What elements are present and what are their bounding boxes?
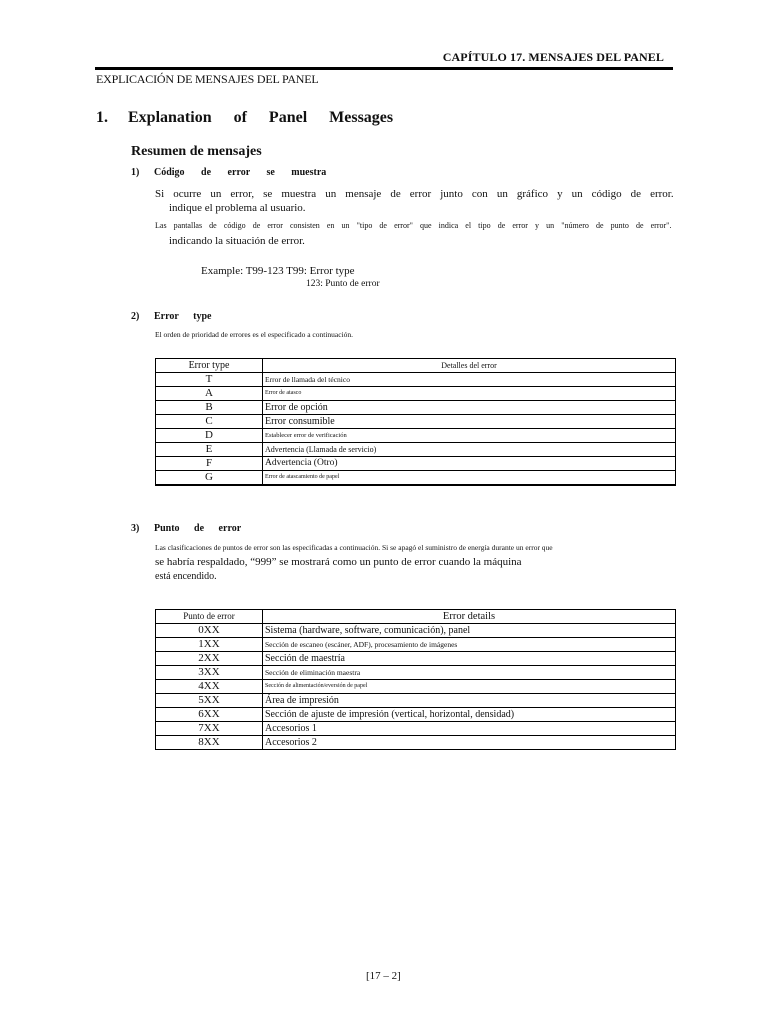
error-detail: Error de opción <box>263 401 676 415</box>
error-code: T <box>156 373 263 387</box>
point-detail: Sección de alimentación/eversión de papel <box>263 680 676 694</box>
error-code: D <box>156 429 263 443</box>
error-code: B <box>156 401 263 415</box>
error-detail: Error de atascamiento de papel <box>263 471 676 486</box>
table-row <box>156 415 676 429</box>
table-row <box>156 722 676 736</box>
point-detail: Sección de escaneo (escáner, ADF), procesamiento de imágenes <box>263 638 676 652</box>
table-row <box>156 638 676 652</box>
table-row <box>156 471 676 486</box>
error-point-header: Punto de error <box>156 610 263 624</box>
part1-line2: indique el problema al usuario. <box>169 202 306 214</box>
error-detail-header: Detalles del error <box>263 359 676 373</box>
point-code: 5XX <box>156 694 263 708</box>
part2-heading-text: Error type <box>154 311 212 322</box>
error-code: F <box>156 457 263 471</box>
table-row <box>156 401 676 415</box>
point-code: 7XX <box>156 722 263 736</box>
title-word-2: of <box>233 109 247 126</box>
point-code: 2XX <box>156 652 263 666</box>
point-detail: Sección de maestría <box>263 652 676 666</box>
table-row <box>156 457 676 471</box>
error-type-table <box>155 358 676 486</box>
page-title <box>96 109 393 127</box>
error-detail: Advertencia (Otro) <box>263 457 676 471</box>
error-type-header: Error type <box>156 359 263 373</box>
error-point-table <box>155 609 676 750</box>
error-code: A <box>156 387 263 401</box>
part2-description: El orden de prioridad de errores es el especificado a continuación. <box>155 330 354 339</box>
summary-heading: Resumen de mensajes <box>131 144 262 159</box>
part1-line1: Si ocurre un error, se muestra un mensaje de error junto con un gráfico y un código de error. <box>155 188 674 200</box>
error-detail: Error de atasco <box>263 387 676 401</box>
table-row <box>156 680 676 694</box>
part1-line3: Las pantallas de código de error consisten en un "tipo de error" que indica el tipo de error y un "número de punto de error". <box>155 221 672 230</box>
table-header-row <box>156 610 676 624</box>
title-number: 1. <box>96 109 108 126</box>
part3-desc-line2: se habría respaldado, “999” se mostrará como un punto de error cuando la máquina <box>155 556 522 568</box>
header-rule <box>95 67 673 70</box>
point-detail: Accesorios 2 <box>263 736 676 750</box>
table-row <box>156 373 676 387</box>
chapter-title: CAPÍTULO 17. MENSAJES DEL PANEL <box>442 50 664 64</box>
part1-heading-text: Código de error se muestra <box>154 167 327 178</box>
table-row <box>156 736 676 750</box>
error-detail: Advertencia (Llamada de servicio) <box>263 443 676 457</box>
table-row <box>156 708 676 722</box>
example-line2: 123: Punto de error <box>306 279 380 289</box>
error-detail: Establecer error de verificación <box>263 429 676 443</box>
section-title: EXPLICACIÓN DE MENSAJES DEL PANEL <box>96 72 319 86</box>
part3-desc-line1: Las clasificaciones de puntos de error son las especificadas a continuación. Si se apagó el suministro de energía durante un error que <box>155 543 553 552</box>
title-word-3: Panel <box>268 109 308 126</box>
part3-number: 3) <box>131 523 140 534</box>
point-code: 0XX <box>156 624 263 638</box>
table-row <box>156 443 676 457</box>
example-line1: Example: T99-123 T99: Error type <box>201 265 355 277</box>
point-detail: Sistema (hardware, software, comunicación), panel <box>263 624 676 638</box>
table-row <box>156 387 676 401</box>
page-number: [17 – 2] <box>366 970 401 982</box>
error-detail: Error de llamada del técnico <box>263 373 676 387</box>
title-word-4: Messages <box>329 109 394 126</box>
point-detail: Sección de ajuste de impresión (vertical, horizontal, densidad) <box>263 708 676 722</box>
point-code: 1XX <box>156 638 263 652</box>
point-code: 8XX <box>156 736 263 750</box>
point-detail: Accesorios 1 <box>263 722 676 736</box>
error-code: E <box>156 443 263 457</box>
table-row <box>156 652 676 666</box>
table-header-row <box>156 359 676 373</box>
error-code: G <box>156 471 263 486</box>
title-word-1: Explanation <box>128 109 212 126</box>
error-detail: Error consumible <box>263 415 676 429</box>
error-details-header: Error details <box>263 610 676 624</box>
part1-line4: indicando la situación de error. <box>169 235 305 247</box>
part1-heading <box>131 167 326 178</box>
part2-heading <box>131 311 211 322</box>
point-code: 4XX <box>156 680 263 694</box>
point-code: 6XX <box>156 708 263 722</box>
point-detail: Sección de eliminación maestra <box>263 666 676 680</box>
error-code: C <box>156 415 263 429</box>
part2-number: 2) <box>131 311 140 322</box>
part3-heading <box>131 523 241 534</box>
table-row <box>156 694 676 708</box>
part1-number: 1) <box>131 167 140 178</box>
point-code: 3XX <box>156 666 263 680</box>
table-row <box>156 429 676 443</box>
part3-desc-line3: está encendido. <box>155 571 217 582</box>
table-row <box>156 666 676 680</box>
point-detail: Área de impresión <box>263 694 676 708</box>
part3-heading-text: Punto de error <box>154 523 242 534</box>
table-row <box>156 624 676 638</box>
